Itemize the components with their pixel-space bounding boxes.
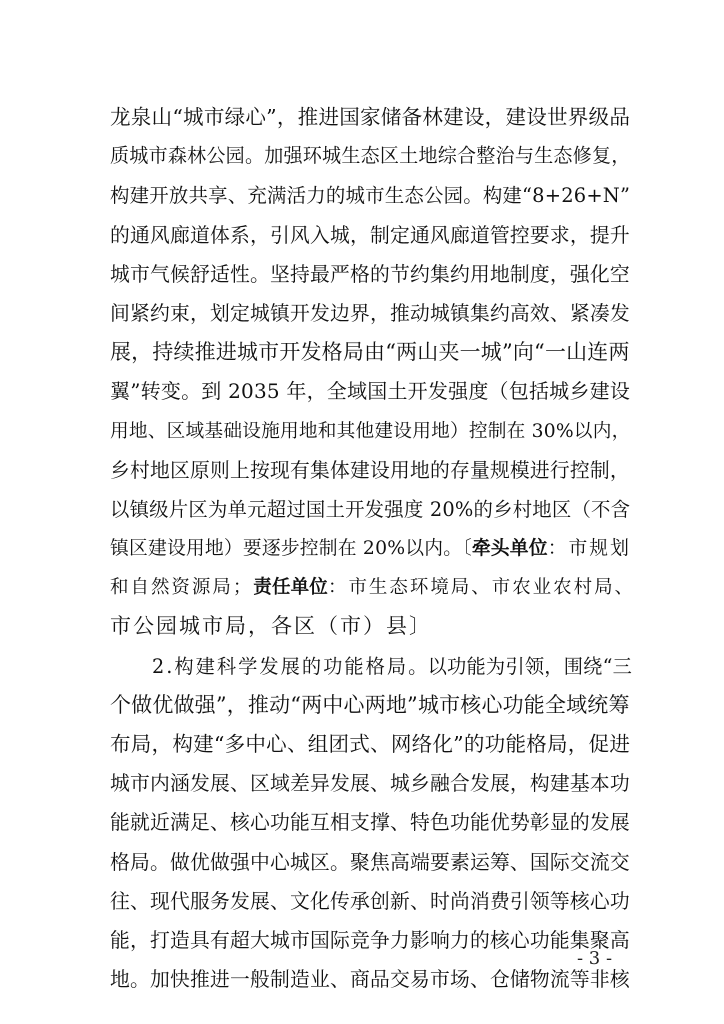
bold-label: 牵头单位 <box>471 537 548 560</box>
text-segment: 镇区建设用地）要逐步控制在 20%以内。〔 <box>110 538 472 560</box>
text-segment: 和自然资源局； <box>110 577 254 599</box>
text-segment: 翼”转变。到 2035 年，全域国土开发强度（包括城乡建设 <box>110 379 631 404</box>
text-line <box>110 176 630 215</box>
text-segment: 往、现代服务发展、文化传承创新、时尚消费引领等核心功 <box>110 889 630 913</box>
text-line <box>110 490 630 529</box>
text-segment: 布局，构建“多中心、组团式、网络化”的功能格局，促进 <box>110 732 631 756</box>
text-line <box>110 843 630 882</box>
page-number: - 3 - <box>577 948 613 969</box>
text-segment: 展，持续推进城市开发格局由“两山夹一城”向“一山连两 <box>110 340 630 365</box>
text-line <box>110 764 630 803</box>
text-segment: 地。加快推进一般制造业、商品交易市场、仓储物流等非核 <box>110 968 630 992</box>
text-segment: 。以功能为引领，围绕“三 <box>408 654 633 678</box>
text-segment: ：市生态环境局、市农业农村局、 <box>327 577 636 599</box>
text-line <box>110 803 630 842</box>
text-line <box>110 255 630 294</box>
text-segment: 能就近满足、核心功能互相支撑、特色功能优势彰显的发展 <box>110 811 630 835</box>
text-segment: 乡村地区原则上按现有集体建设用地的存量规模进行控制， <box>110 458 630 482</box>
text-line <box>110 725 630 764</box>
text-line <box>110 98 630 137</box>
text-segment: 能，打造具有超大城市国际竞争力影响力的核心功能集聚高 <box>110 928 630 952</box>
text-segment: 市公园城市局，各区（市）县〕 <box>110 614 432 639</box>
text-segment: 格局。做优做强中心城区。聚焦高端要素运筹、国际交流交 <box>110 850 630 874</box>
text-segment: 2.构建科学发展的功能格局 <box>152 654 409 678</box>
text-segment: 用地、区域基础设施用地和其他建设用地）控制在 30%以内， <box>110 420 631 442</box>
text-line <box>110 921 630 960</box>
text-segment: 构建开放共享、充满活力的城市生态公园。构建“8+26+N” <box>110 184 631 208</box>
text-line <box>110 647 633 686</box>
text-segment: 的通风廊道体系，引风入城，制定通风廊道管控要求，提升 <box>110 223 630 247</box>
bold-label: 责任单位 <box>253 577 328 599</box>
text-line <box>110 294 630 333</box>
text-segment: 龙泉山“城市绿心”，推进国家储备林建设，建设世界级品 <box>110 105 631 129</box>
text-line <box>110 137 630 176</box>
text-segment: 城市内涵发展、区域差异发展、城乡融合发展，构建基本功 <box>110 772 630 796</box>
text-line <box>110 960 630 999</box>
text-segment: 以镇级片区为单元超过国土开发强度 20%的乡村地区（不含 <box>110 497 631 521</box>
text-line <box>110 451 630 490</box>
body-text <box>110 98 636 999</box>
text-segment: 城市气候舒适性。坚持最严格的节约集约用地制度，强化空 <box>110 262 630 286</box>
text-line <box>110 686 630 725</box>
text-segment: ：市规划 <box>547 538 631 560</box>
text-line <box>110 882 630 921</box>
text-line <box>110 412 630 451</box>
text-line <box>110 333 630 372</box>
text-line <box>110 529 630 568</box>
text-segment: 质城市森林公园。加强环城生态区土地综合整治与生态修复， <box>110 145 631 168</box>
text-line <box>110 372 630 411</box>
text-line <box>110 607 630 646</box>
text-segment: 间紧约束，划定城镇开发边界，推动城镇集约高效、紧凑发 <box>110 301 630 325</box>
text-segment: 个做优做强”，推动“两中心两地”城市核心功能全域统筹 <box>110 692 630 717</box>
text-line <box>110 568 636 607</box>
text-line <box>110 216 630 255</box>
